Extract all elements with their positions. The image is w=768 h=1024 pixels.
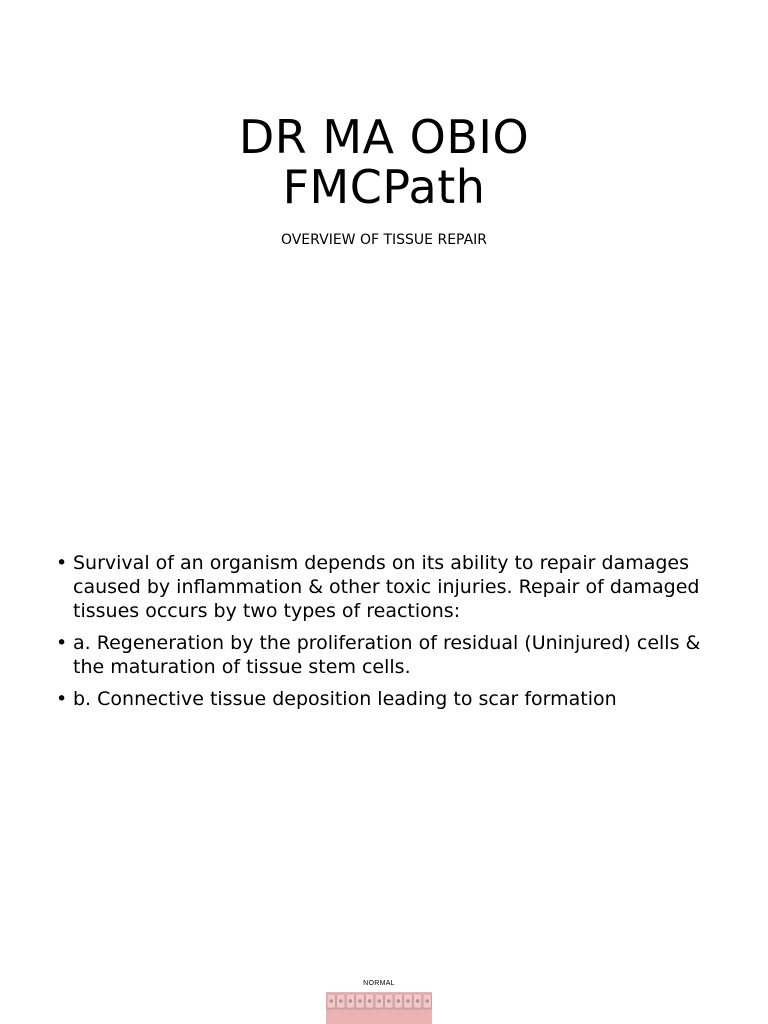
cell-nucleus — [387, 999, 391, 1003]
bullet-item — [56, 551, 736, 623]
slide-title-block — [0, 112, 768, 212]
cell-nucleus — [416, 999, 420, 1003]
cell-nucleus — [329, 999, 333, 1003]
cell-nucleus — [406, 999, 410, 1003]
slide-subtitle: OVERVIEW OF TISSUE REPAIR — [280, 232, 488, 248]
cell-nucleus — [425, 999, 429, 1003]
bullet-list — [56, 551, 736, 719]
author-credential: FMCPath — [282, 160, 486, 214]
cell-nucleus — [358, 999, 362, 1003]
bullet-dot-icon: • — [56, 632, 68, 654]
cell-nucleus — [397, 999, 401, 1003]
bullet-item — [56, 687, 736, 711]
bullet-dot-icon: • — [56, 552, 68, 574]
bullet-text: a. Regeneration by the proliferation of residual (Uninjured) cells & the maturation of tissue stem cells. — [73, 632, 701, 678]
bullet-text: Survival of an organism depends on its ability to repair damages caused by inflammation & other toxic injuries. Repair of damaged tissues occurs by two types of reactions: — [73, 552, 700, 622]
cell-nucleus — [339, 999, 343, 1003]
cell-nucleus — [377, 999, 381, 1003]
epithelium-illustration — [326, 992, 432, 1024]
bullet-item — [56, 631, 736, 679]
author-name: DR MA OBIO — [238, 110, 530, 164]
figure-label: NORMAL — [363, 980, 395, 987]
cell-nucleus — [349, 999, 353, 1003]
tissue-figure — [326, 976, 432, 1024]
bullet-text: b. Connective tissue deposition leading to scar formation — [73, 688, 617, 710]
cell-nucleus — [368, 999, 372, 1003]
bullet-dot-icon: • — [56, 688, 68, 710]
